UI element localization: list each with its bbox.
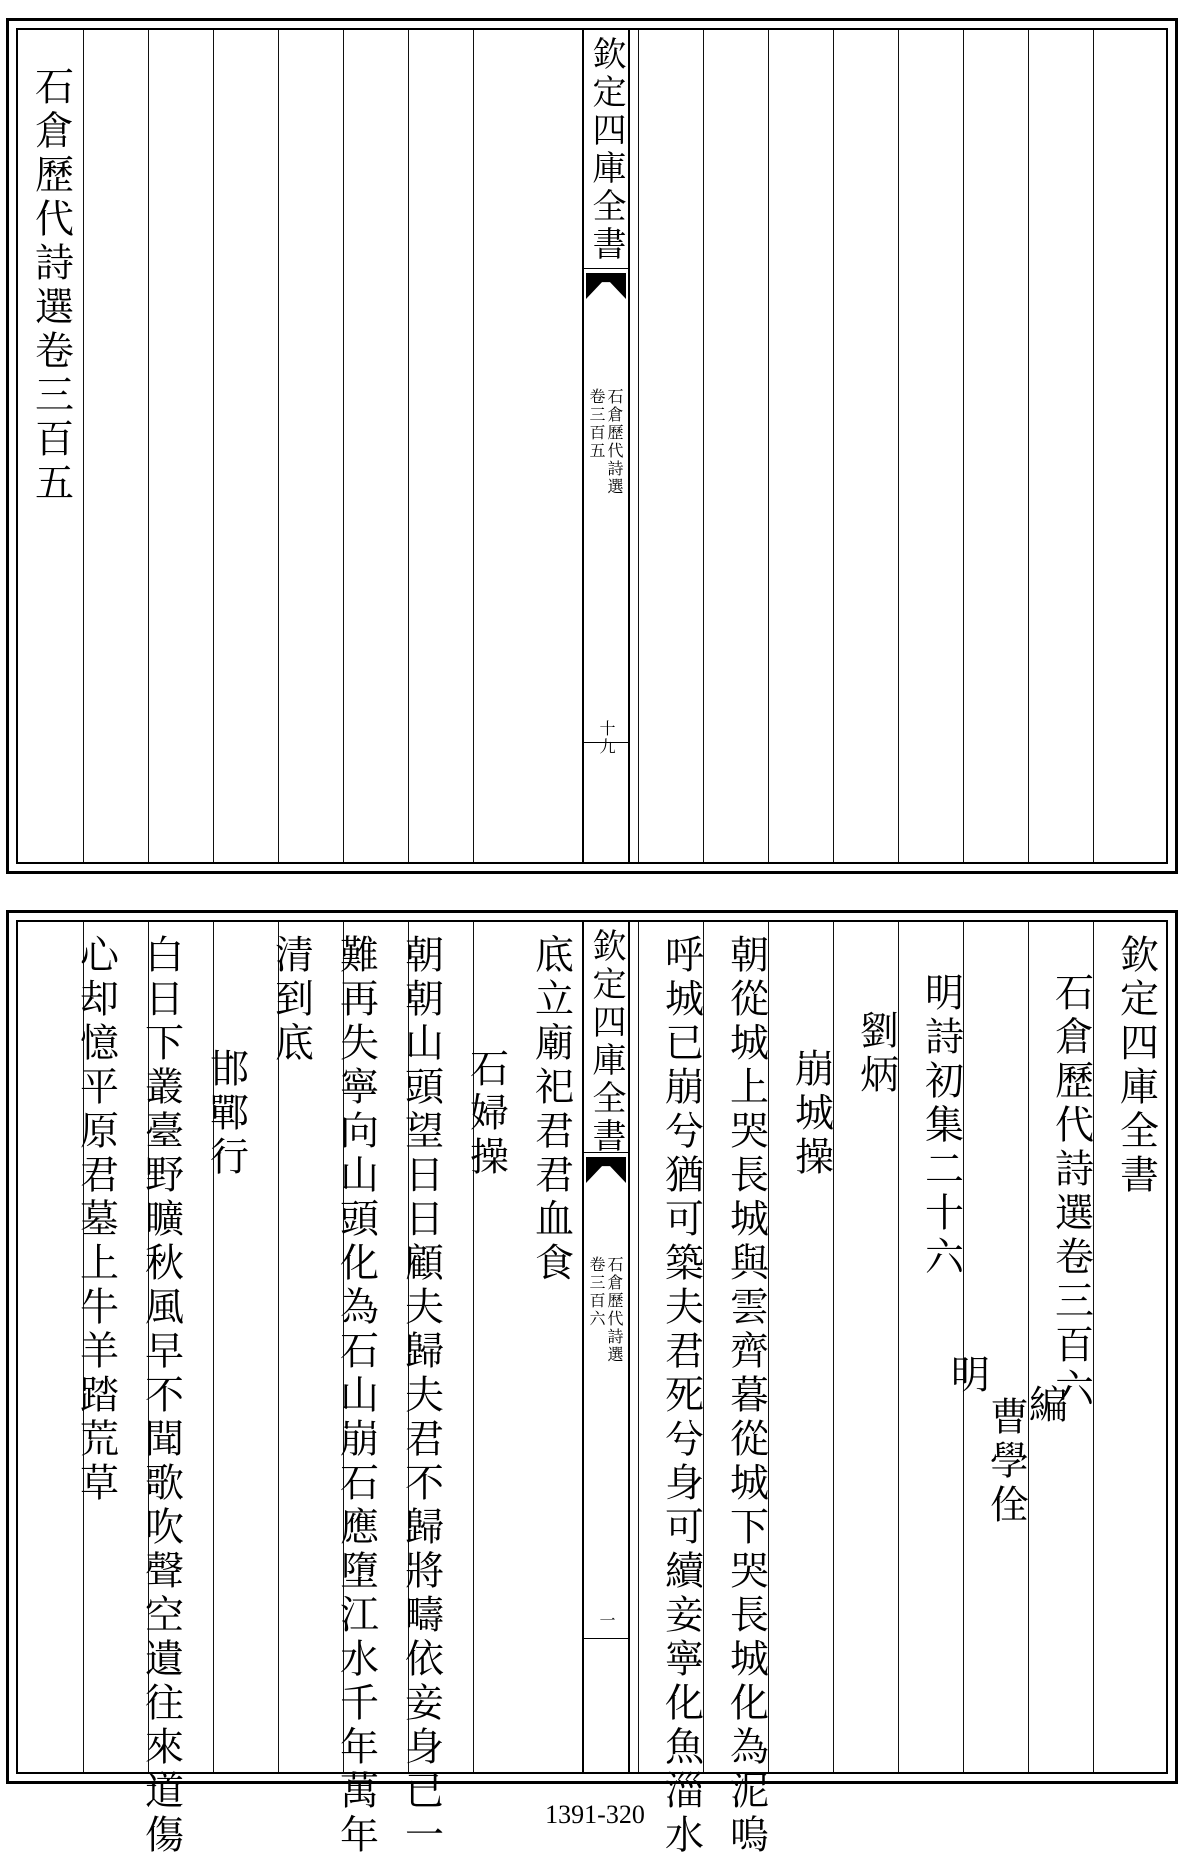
top-page-frame bbox=[6, 18, 1178, 874]
section-title-column bbox=[909, 922, 973, 1772]
volume-end-title-column bbox=[19, 30, 83, 862]
fold-divider bbox=[584, 1152, 628, 1153]
poem2-line-column bbox=[324, 922, 388, 1858]
top-fold-running-title: 石倉歷代詩選 卷三百五 bbox=[587, 388, 624, 496]
collection-header: 欽定四庫全書 bbox=[1113, 934, 1159, 1198]
poem3-line: 白日下叢臺野曠秋風早不聞歌吹聲空遺往來道傷 bbox=[138, 934, 184, 1858]
fold-fishtail-mark bbox=[586, 1157, 626, 1183]
column-rule bbox=[963, 30, 964, 862]
poem1-title: 崩城操 bbox=[788, 1048, 834, 1180]
column-rule bbox=[148, 30, 149, 862]
poem1-line: 呼城已崩兮猶可築夫君死兮身可續妾寧化魚淄水 bbox=[658, 934, 704, 1858]
poem1-tail: 底立廟祀君君血食 bbox=[528, 934, 574, 1286]
poem2-line-column bbox=[389, 922, 453, 1858]
compiler-column bbox=[944, 922, 1068, 1772]
column-rule bbox=[473, 30, 474, 862]
poem3-line: 心却憶平原君墓上牛羊踏荒草 bbox=[73, 934, 119, 1506]
compiler-role: 編 bbox=[1022, 1384, 1068, 1428]
bottom-fold-page-number: 一 bbox=[597, 1612, 616, 1630]
compiler-name: 曹學佺 bbox=[983, 1396, 1029, 1528]
column-rule bbox=[213, 30, 214, 862]
top-fold-page-number: 十九 bbox=[597, 720, 616, 756]
section-title: 明詩初集二十六 bbox=[918, 972, 964, 1280]
poem2-line: 朝朝山頭望日日顧夫歸夫君不歸將疇依妾身已一 bbox=[398, 934, 444, 1858]
column-rule bbox=[1028, 30, 1029, 862]
poem2-line: 難再失寧向山頭化為石山崩石應墮江水千年萬年 bbox=[333, 934, 379, 1858]
fold-divider bbox=[584, 742, 628, 743]
top-fold-collection-label: 欽定四庫全書 bbox=[586, 36, 626, 264]
author-column bbox=[844, 922, 908, 1772]
poem3-line-column bbox=[129, 922, 193, 1858]
bottom-center-fold bbox=[582, 922, 630, 1772]
poem3-title: 邯鄲行 bbox=[203, 1048, 249, 1180]
top-page-inner-border bbox=[16, 28, 1168, 864]
poem3-line-column bbox=[64, 922, 128, 1772]
column-rule bbox=[898, 30, 899, 862]
column-rule bbox=[83, 30, 84, 862]
column-rule bbox=[278, 30, 279, 862]
poem2-tail-column bbox=[259, 922, 323, 1772]
column-rule bbox=[343, 30, 344, 862]
column-rule bbox=[638, 30, 639, 862]
author-name: 劉炳 bbox=[853, 1010, 899, 1098]
volume-end-title-text: 石倉歷代詩選卷三百五 bbox=[28, 66, 74, 506]
column-rule bbox=[638, 922, 639, 1772]
fold-fishtail-mark bbox=[586, 273, 626, 299]
book-title: 石倉歷代詩選卷三百六 bbox=[1048, 972, 1094, 1412]
poem1-line: 朝從城上哭長城與雲齊暮從城下哭長城化為泥嗚 bbox=[723, 934, 769, 1858]
poem1-tail-column bbox=[519, 922, 583, 1772]
column-rule bbox=[833, 30, 834, 862]
poem2-title: 石婦操 bbox=[463, 1048, 509, 1180]
poem2-tail: 清到底 bbox=[268, 934, 314, 1066]
poem1-line-column bbox=[649, 922, 713, 1858]
fold-divider bbox=[584, 1638, 628, 1639]
bottom-fold-running-title: 石倉歷代詩選 卷三百六 bbox=[587, 1256, 624, 1364]
fold-divider bbox=[584, 268, 628, 269]
top-center-fold bbox=[582, 30, 630, 862]
poem1-title-column bbox=[779, 922, 843, 1772]
column-rule bbox=[768, 30, 769, 862]
column-rule bbox=[408, 30, 409, 862]
compiler-dynasty: 明 bbox=[944, 1354, 990, 1398]
bottom-fold-collection-label: 欽定四庫全書 bbox=[586, 928, 626, 1156]
poem1-line-column bbox=[714, 922, 778, 1858]
poem3-title-column bbox=[194, 922, 258, 1772]
column-rule bbox=[1093, 30, 1094, 862]
column-rule bbox=[703, 30, 704, 862]
poem2-title-column bbox=[454, 922, 518, 1772]
collection-header-column bbox=[1104, 922, 1168, 1772]
page-reference: 1391-320 bbox=[545, 1800, 645, 1829]
